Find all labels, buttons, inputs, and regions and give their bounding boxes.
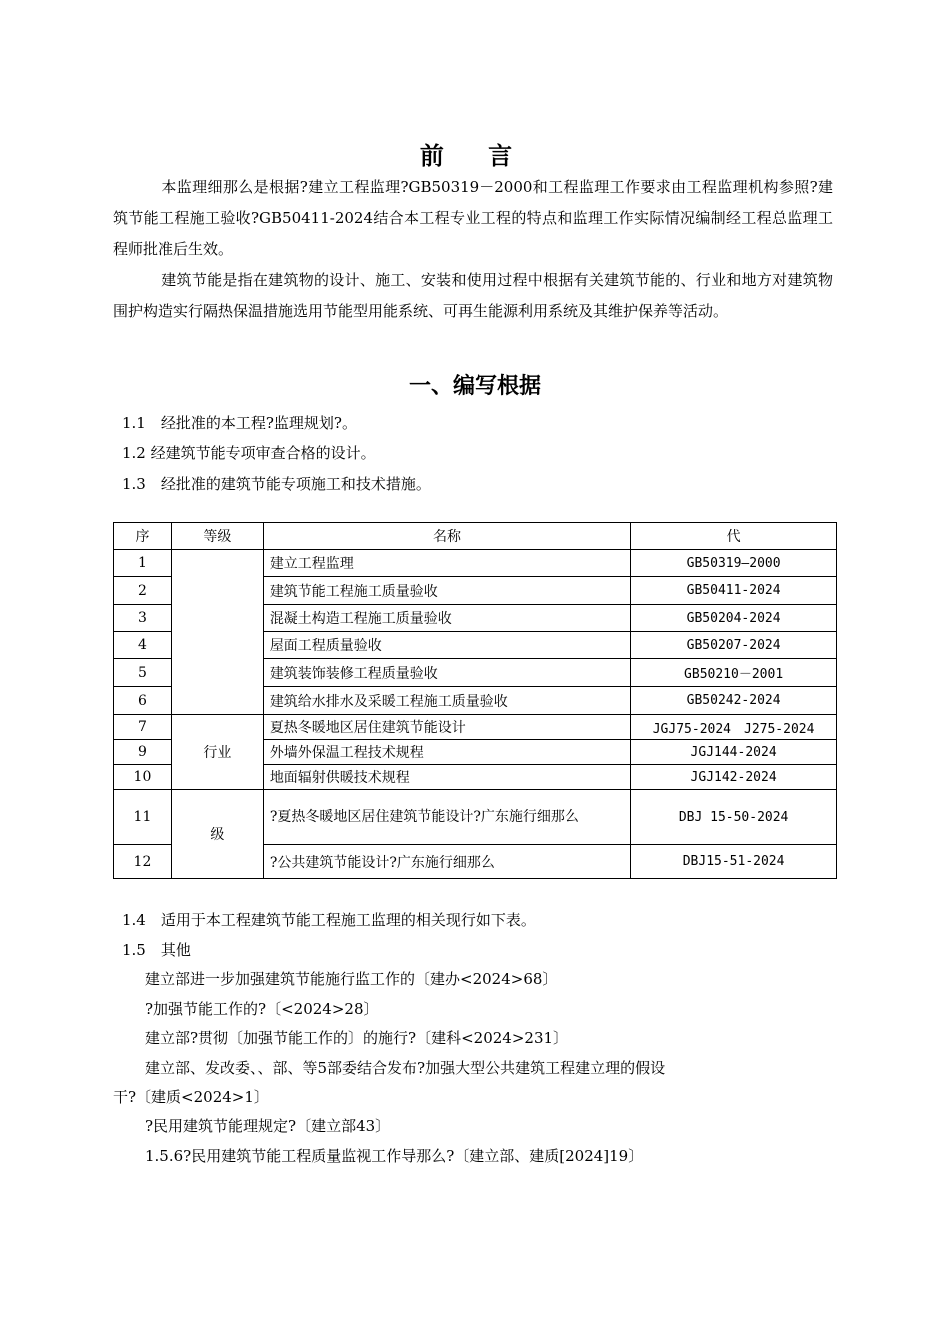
row-name: 混凝土构造工程施工质量验收 <box>263 605 630 632</box>
row-code: GB50242-2024 <box>631 687 837 715</box>
table-row <box>114 715 837 740</box>
row-code: DBJ 15-50-2024 <box>631 790 837 845</box>
row-no: 10 <box>114 765 172 790</box>
row-code: GB50204-2024 <box>631 605 837 632</box>
row-code: JGJ144-2024 <box>631 740 837 765</box>
other-item-1: 建立部进一步加强建筑节能施行监工作的〔建办<2024>68〕 <box>145 970 558 988</box>
other-item-4-line-1: 建立部、发改委、、部、等5部委结合发布?加强大型公共建筑工程建立理的假设 <box>145 1059 666 1077</box>
basis-item-1-5: 1.5 其他 <box>122 941 191 959</box>
basis-item-1-4: 1.4 适用于本工程建筑节能工程施工监理的相关现行如下表。 <box>122 911 536 929</box>
row-name: 建筑给水排水及采暖工程施工质量验收 <box>263 687 630 715</box>
preface-paragraph-2-text: 建筑节能是指在建筑物的设计、施工、安装和使用过程中根据有关建筑节能的、行业和地方对建筑物围护构造实行隔热保温措施选用节能型用能系统、可再生能源利用系统及其维护保养等活动。 <box>113 271 833 320</box>
row-name: 建筑节能工程施工质量验收 <box>263 577 630 605</box>
preface-paragraph-2 <box>113 265 833 327</box>
standards-table <box>113 522 837 879</box>
header-code: 代 <box>631 523 837 550</box>
row-name: 外墙外保温工程技术规程 <box>263 740 630 765</box>
other-item-4-line-2: 干?〔建质<2024>1〕 <box>113 1088 269 1106</box>
row-code: GB50210－2001 <box>631 659 837 687</box>
row-code: GB50411-2024 <box>631 577 837 605</box>
header-no: 序 <box>114 523 172 550</box>
preface-title: 前 言 <box>419 142 531 170</box>
preface-paragraph-1 <box>113 172 833 265</box>
row-code: GB50207-2024 <box>631 632 837 659</box>
other-item-6: 1.5.6?民用建筑节能工程质量监视工作导那么?〔建立部、建质[2024]19〕 <box>145 1147 644 1165</box>
row-name: 建筑装饰装修工程质量验收 <box>263 659 630 687</box>
row-no: 3 <box>114 605 172 632</box>
table-header-row <box>114 523 837 550</box>
row-name: 建立工程监理 <box>263 550 630 577</box>
row-name: ?夏热冬暖地区居住建筑节能设计?广东施行细那么 <box>263 790 630 845</box>
row-no: 9 <box>114 740 172 765</box>
group-cell-national <box>171 550 263 715</box>
group-cell-industry: 行业 <box>171 715 263 790</box>
section-title-basis: 一、编写根据 <box>408 374 541 399</box>
row-name: ?公共建筑节能设计?广东施行细那么 <box>263 845 630 879</box>
row-no: 4 <box>114 632 172 659</box>
other-item-2: ?加强节能工作的?〔<2024>28〕 <box>145 1000 379 1018</box>
header-level: 等级 <box>171 523 263 550</box>
group-cell-local: 级 <box>171 790 263 879</box>
row-no: 5 <box>114 659 172 687</box>
row-code: GB50319—2000 <box>631 550 837 577</box>
row-no: 11 <box>114 790 172 845</box>
other-item-3: 建立部?贯彻〔加强节能工作的〕的施行?〔建科<2024>231〕 <box>145 1029 569 1047</box>
header-name: 名称 <box>263 523 630 550</box>
row-name: 夏热冬暖地区居住建筑节能设计 <box>263 715 630 740</box>
preface-paragraph-1-text: 本监理细那么是根据?建立工程监理?GB50319－2000和工程监理工作要求由工程监理机构参照?建筑节能工程施工验收?GB50411-2024结合本工程专业工程的特点和监理工作实际情况编制经工程总监理工程师批准后生效。 <box>113 178 833 258</box>
basis-item-1-1: 1.1 经批准的本工程?监理规划?。 <box>122 414 357 432</box>
row-no: 12 <box>114 845 172 879</box>
other-item-5: ?民用建筑节能理规定?〔建立部43〕 <box>145 1117 391 1135</box>
row-no: 2 <box>114 577 172 605</box>
row-no: 7 <box>114 715 172 740</box>
table-row <box>114 790 837 845</box>
row-no: 1 <box>114 550 172 577</box>
row-code: DBJ15-51-2024 <box>631 845 837 879</box>
row-name: 屋面工程质量验收 <box>263 632 630 659</box>
row-name: 地面辐射供暖技术规程 <box>263 765 630 790</box>
table-row <box>114 550 837 577</box>
row-code: JGJ142-2024 <box>631 765 837 790</box>
basis-item-1-2: 1.2 经建筑节能专项审查合格的设计。 <box>122 444 376 462</box>
row-no: 6 <box>114 687 172 715</box>
basis-item-1-3: 1.3 经批准的建筑节能专项施工和技术措施。 <box>122 475 431 493</box>
row-code: JGJ75-2024 J275-2024 <box>631 715 837 740</box>
